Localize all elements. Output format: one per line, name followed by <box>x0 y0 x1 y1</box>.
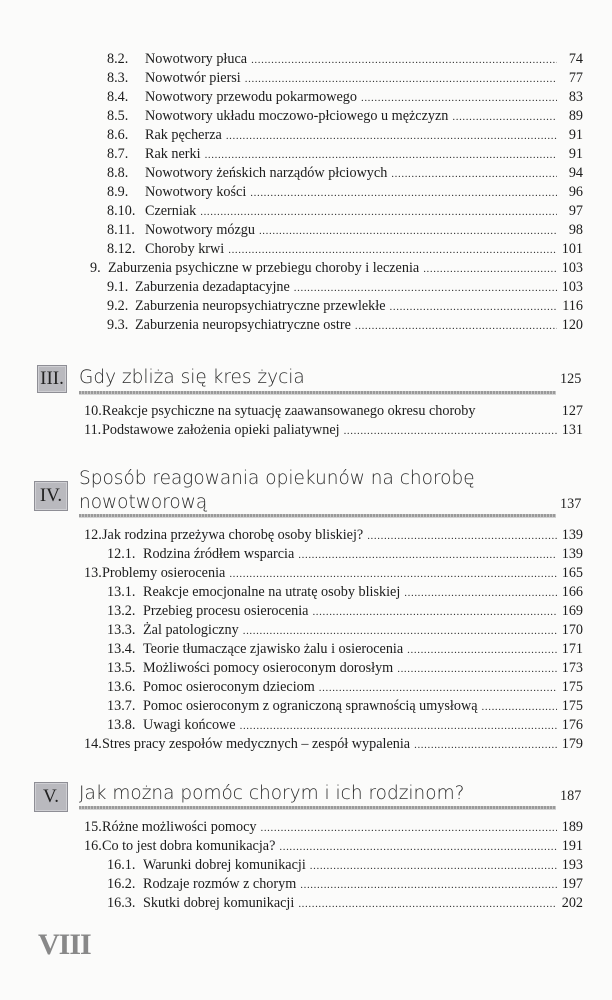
section-underline <box>79 514 556 518</box>
toc-entry <box>84 818 583 836</box>
toc-entry <box>107 240 583 258</box>
toc-entry <box>107 697 583 715</box>
dot-leader <box>240 717 557 735</box>
toc-entry <box>84 735 583 753</box>
dot-leader <box>294 279 557 297</box>
entry-page: 131 <box>561 422 583 438</box>
toc-entry <box>107 894 583 912</box>
entry-page: 103 <box>561 279 583 295</box>
entry-number: 11. <box>84 422 102 438</box>
entry-number: 8.3. <box>107 70 129 86</box>
entry-page: 139 <box>561 527 583 543</box>
entry-page: 166 <box>561 584 583 600</box>
dot-leader <box>251 51 557 69</box>
toc-entry <box>107 202 583 220</box>
dot-leader <box>298 895 557 913</box>
entry-title: Problemy osierocenia <box>102 565 226 581</box>
dot-leader <box>361 89 557 107</box>
section-number-box <box>37 365 67 393</box>
toc-entry <box>90 259 583 277</box>
toc-entry <box>107 659 583 677</box>
entry-title: Nowotwory żeńskich narządów płciowych <box>145 165 388 181</box>
entry-title: Reakcje psychiczne na sytuację zaawansowanego okresu choroby <box>102 403 476 419</box>
entry-title: Zaburzenia dezadaptacyjne <box>135 279 290 295</box>
entry-page: 91 <box>568 146 583 162</box>
section-underline <box>79 806 556 810</box>
entry-title: Teorie tłumaczące zjawisko żalu i osierocenia <box>143 641 404 657</box>
entry-page: 96 <box>568 184 583 200</box>
entry-title: Nowotwory mózgu <box>145 222 255 238</box>
section-title <box>79 467 475 515</box>
dot-leader <box>319 679 557 697</box>
entry-title: Podstawowe założenia opieki paliatywnej <box>102 422 340 438</box>
toc-entry <box>107 183 583 201</box>
entry-title: Zaburzenia neuropsychiatryczne przewlekłe <box>135 298 386 314</box>
entry-title: Możliwości pomocy osieroconym dorosłym <box>143 660 394 676</box>
section-title-line: Sposób reagowania opiekunów na chorobę <box>79 468 475 489</box>
toc-entry <box>107 602 583 620</box>
toc-entry <box>84 837 583 855</box>
entry-number: 12.1. <box>107 546 136 562</box>
dot-leader <box>452 108 557 126</box>
toc-entry <box>84 564 583 582</box>
dot-leader <box>228 241 557 259</box>
entry-number: 15. <box>84 819 102 835</box>
entry-title: Reakcje emocjonalne na utratę osoby bliskiej <box>143 584 401 600</box>
section-page: 187 <box>560 788 582 804</box>
entry-title: Nowotwory przewodu pokarmowego <box>145 89 357 105</box>
entry-page: 94 <box>568 165 583 181</box>
entry-number: 13.7. <box>107 698 136 714</box>
dot-leader <box>367 527 557 545</box>
section-roman-numeral: III. <box>40 368 64 389</box>
dot-leader <box>344 422 557 440</box>
dot-leader <box>279 838 557 856</box>
dot-leader <box>298 546 557 564</box>
dot-leader <box>260 819 557 837</box>
entry-number: 16. <box>84 838 102 854</box>
entry-page: 97 <box>568 203 583 219</box>
entry-page: 77 <box>568 70 583 86</box>
entry-number: 9.2. <box>107 298 129 314</box>
dot-leader <box>300 876 557 894</box>
entry-page: 175 <box>561 679 583 695</box>
dot-leader <box>205 146 557 164</box>
toc-entry <box>84 526 583 544</box>
entry-number: 13.4. <box>107 641 136 657</box>
dot-leader <box>423 260 557 278</box>
dot-leader <box>407 641 557 659</box>
toc-entry <box>107 107 583 125</box>
section-roman-numeral: V. <box>42 786 60 807</box>
entry-title: Stres pracy zespołów medycznych – zespół wypalenia <box>102 736 411 752</box>
dot-leader <box>482 698 557 716</box>
toc-entry <box>107 640 583 658</box>
entry-page: 171 <box>561 641 583 657</box>
entry-page: 173 <box>561 660 583 676</box>
toc-entry <box>107 297 583 315</box>
entry-page: 91 <box>568 127 583 143</box>
entry-number: 8.11. <box>107 222 135 238</box>
entry-number: 13.3. <box>107 622 136 638</box>
entry-title: Choroby krwi <box>145 241 225 257</box>
section-title-line: Jak można pomóc chorym i ich rodzinom? <box>79 783 465 804</box>
entry-page: 197 <box>561 876 583 892</box>
entry-number: 9.3. <box>107 317 129 333</box>
toc-entry <box>107 856 583 874</box>
entry-title: Pomoc osieroconym z ograniczoną sprawnością umysłową <box>143 698 478 714</box>
section-title <box>79 366 305 390</box>
toc-entry <box>107 221 583 239</box>
entry-page: 165 <box>561 565 583 581</box>
entry-title: Przebieg procesu osierocenia <box>143 603 309 619</box>
entry-number: 13.6. <box>107 679 136 695</box>
entry-number: 9.1. <box>107 279 129 295</box>
entry-page: 101 <box>561 241 583 257</box>
entry-number: 13.8. <box>107 717 136 733</box>
entry-number: 8.5. <box>107 108 129 124</box>
dot-leader <box>243 622 557 640</box>
entry-page: 169 <box>561 603 583 619</box>
entry-page: 116 <box>562 298 583 314</box>
dot-leader <box>229 565 557 583</box>
dot-leader <box>250 184 557 202</box>
entry-page: 202 <box>561 895 583 911</box>
entry-title: Czerniak <box>145 203 197 219</box>
entry-number: 10. <box>84 403 102 419</box>
entry-title: Jak rodzina przeżywa chorobę osoby bliskiej? <box>102 527 364 543</box>
toc-entry <box>84 421 583 439</box>
entry-title: Nowotwór piersi <box>145 70 241 86</box>
entry-number: 13.1. <box>107 584 136 600</box>
toc-entry <box>107 164 583 182</box>
entry-number: 9. <box>90 260 101 276</box>
entry-title: Rodzina źródłem wsparcia <box>143 546 295 562</box>
entry-page: 170 <box>561 622 583 638</box>
entry-title: Rak pęcherza <box>145 127 222 143</box>
entry-title: Co to jest dobra komunikacja? <box>102 838 276 854</box>
dot-leader <box>312 603 557 621</box>
dot-leader <box>397 660 557 678</box>
entry-number: 8.7. <box>107 146 129 162</box>
section-roman-numeral: IV. <box>39 485 63 506</box>
toc-entry <box>84 402 583 420</box>
entry-title: Nowotwory płuca <box>145 51 248 67</box>
entry-title: Zaburzenia neuropsychiatryczne ostre <box>135 317 351 333</box>
section-number-box <box>34 782 68 812</box>
dot-leader <box>391 165 557 183</box>
dot-leader <box>390 298 557 316</box>
dot-leader <box>226 127 557 145</box>
entry-page: 120 <box>561 317 583 333</box>
entry-title: Pomoc osieroconym dzieciom <box>143 679 315 695</box>
dot-leader <box>259 222 557 240</box>
entry-number: 8.12. <box>107 241 136 257</box>
toc-entry <box>107 583 583 601</box>
toc-entry <box>107 316 583 334</box>
entry-title: Skutki dobrej komunikacji <box>143 895 295 911</box>
entry-title: Żal patologiczny <box>143 622 239 638</box>
section-page: 137 <box>560 496 582 512</box>
page-folio: VIII <box>38 928 91 961</box>
section-title <box>79 782 464 806</box>
entry-title: Zaburzenia psychiczne w przebiegu choroby i leczenia <box>108 260 420 276</box>
entry-title: Rak nerki <box>145 146 201 162</box>
toc-entry <box>107 50 583 68</box>
entry-page: 176 <box>561 717 583 733</box>
section-underline <box>79 391 556 395</box>
entry-title: Nowotwory układu moczowo-płciowego u mężczyzn <box>145 108 449 124</box>
dot-leader <box>355 317 557 335</box>
toc-entry <box>107 126 583 144</box>
entry-title: Różne możliwości pomocy <box>102 819 257 835</box>
entry-number: 16.2. <box>107 876 136 892</box>
toc-entry <box>107 69 583 87</box>
toc-entry <box>107 545 583 563</box>
entry-number: 16.1. <box>107 857 136 873</box>
entry-page: 179 <box>561 736 583 752</box>
dot-leader <box>414 736 557 754</box>
entry-page: 191 <box>561 838 583 854</box>
entry-title: Rodzaje rozmów z chorym <box>143 876 297 892</box>
toc-entry <box>107 678 583 696</box>
entry-title: Warunki dobrej komunikacji <box>143 857 306 873</box>
entry-page: 98 <box>568 222 583 238</box>
entry-number: 16.3. <box>107 895 136 911</box>
entry-number: 8.6. <box>107 127 129 143</box>
entry-page: 83 <box>568 89 583 105</box>
entry-number: 8.10. <box>107 203 136 219</box>
section-number-box <box>34 481 68 511</box>
entry-number: 13.2. <box>107 603 136 619</box>
entry-number: 13. <box>84 565 102 581</box>
dot-leader <box>404 584 557 602</box>
entry-page: 127 <box>561 403 583 419</box>
entry-page: 74 <box>568 51 583 67</box>
entry-page: 193 <box>561 857 583 873</box>
toc-entry <box>107 88 583 106</box>
toc-entry <box>107 621 583 639</box>
entry-number: 8.2. <box>107 51 129 67</box>
entry-title: Uwagi końcowe <box>143 717 236 733</box>
section-page: 125 <box>560 371 582 387</box>
entry-number: 13.5. <box>107 660 136 676</box>
entry-number: 8.8. <box>107 165 129 181</box>
entry-page: 139 <box>561 546 583 562</box>
entry-page: 89 <box>568 108 583 124</box>
toc-entry <box>107 278 583 296</box>
toc-entry <box>107 716 583 734</box>
entry-number: 14. <box>84 736 102 752</box>
section-title-line: Gdy zbliża się kres życia <box>79 367 305 388</box>
dot-leader <box>245 70 557 88</box>
entry-page: 103 <box>561 260 583 276</box>
entry-title: Nowotwory kości <box>145 184 247 200</box>
toc-entry <box>107 145 583 163</box>
toc-entry <box>107 875 583 893</box>
dot-leader <box>200 203 557 221</box>
entry-number: 8.4. <box>107 89 129 105</box>
entry-page: 189 <box>561 819 583 835</box>
entry-page: 175 <box>561 698 583 714</box>
entry-number: 8.9. <box>107 184 129 200</box>
dot-leader <box>310 857 557 875</box>
section-title-line: nowotworową <box>79 492 208 513</box>
entry-number: 12. <box>84 527 102 543</box>
